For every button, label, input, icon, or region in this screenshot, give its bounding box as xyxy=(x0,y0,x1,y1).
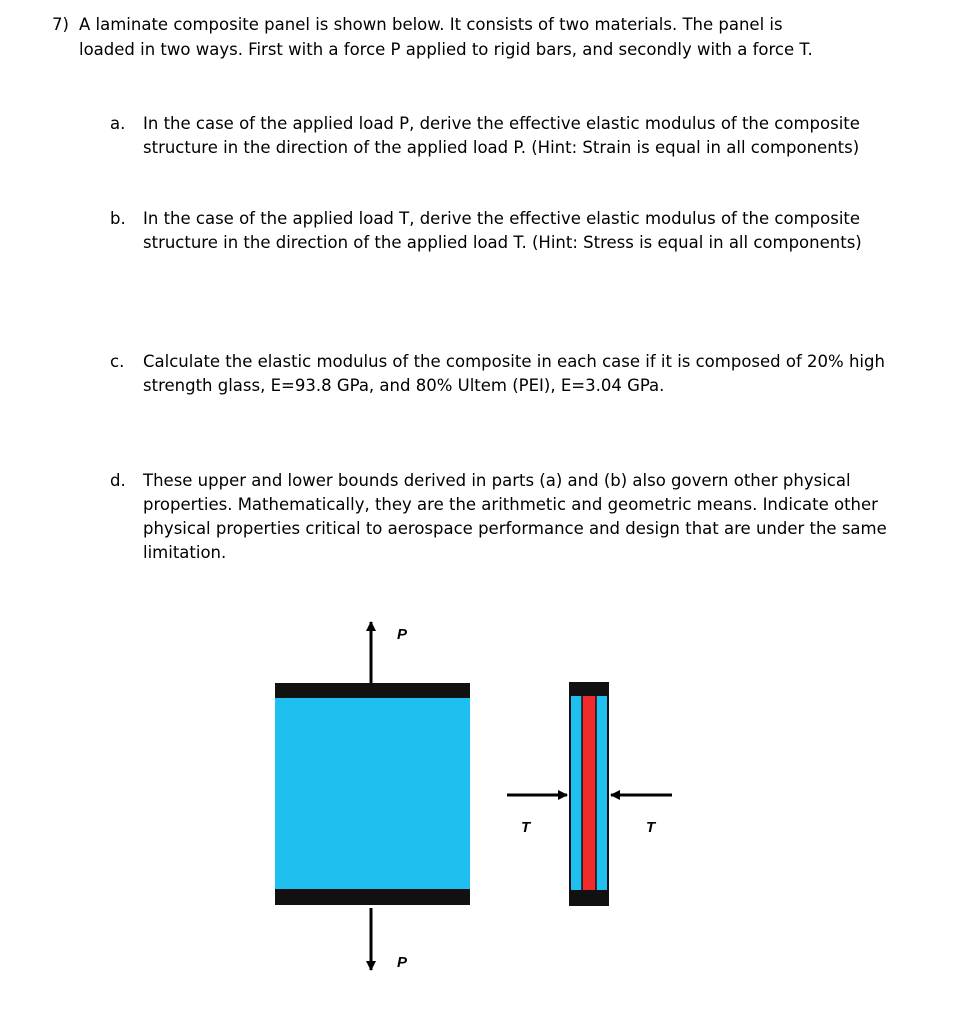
question-text-2: loaded in two ways. First with a force P applied to rigid bars, and secondly with a force T. xyxy=(79,40,813,59)
part-d-letter: d. xyxy=(110,471,126,490)
part-c-letter: c. xyxy=(110,352,125,371)
question-text-1: A laminate composite panel is shown below. It consists of two materials. The panel is xyxy=(79,15,783,34)
rigid-bar-bottom xyxy=(275,889,470,905)
edge-bar-bottom xyxy=(570,890,608,905)
label-p-bottom: P xyxy=(397,954,408,971)
part-b-letter: b. xyxy=(110,209,126,228)
composite-panel-face xyxy=(275,698,470,889)
part-a-text: In the case of the applied load P, derive the effective elastic modulus of the composite structure in the direction of the applied load P. (Hint: Strain is equal in all components) xyxy=(143,114,860,157)
part-b-text: In the case of the applied load T, derive the effective elastic modulus of the composite structure in the direction of the applied load T. (Hint: Stress is equal in all components) xyxy=(143,209,862,252)
part-a-letter: a. xyxy=(110,114,126,133)
part-d-text: These upper and lower bounds derived in parts (a) and (b) also govern other physical properties. Mathematically, they are the arithmetic and geometric means. Indicate other physical properties critical to aerospace performance and design that are under the same limitation. xyxy=(143,471,887,562)
part-c-text: Calculate the elastic modulus of the composite in each case if it is composed of 20% high strength glass, E=93.8 GPa, and 80% Ultem (PEI), E=3.04 GPa. xyxy=(143,352,885,395)
label-t-right: T xyxy=(646,819,656,836)
edge-bar-top xyxy=(570,683,608,696)
edge-layer-red xyxy=(582,696,596,890)
question-number: 7) xyxy=(52,15,69,34)
edge-layer-left xyxy=(570,696,582,890)
label-t-left: T xyxy=(521,819,531,836)
edge-layer-right xyxy=(596,696,608,890)
label-p-top: P xyxy=(397,626,408,643)
rigid-bar-top xyxy=(275,683,470,698)
